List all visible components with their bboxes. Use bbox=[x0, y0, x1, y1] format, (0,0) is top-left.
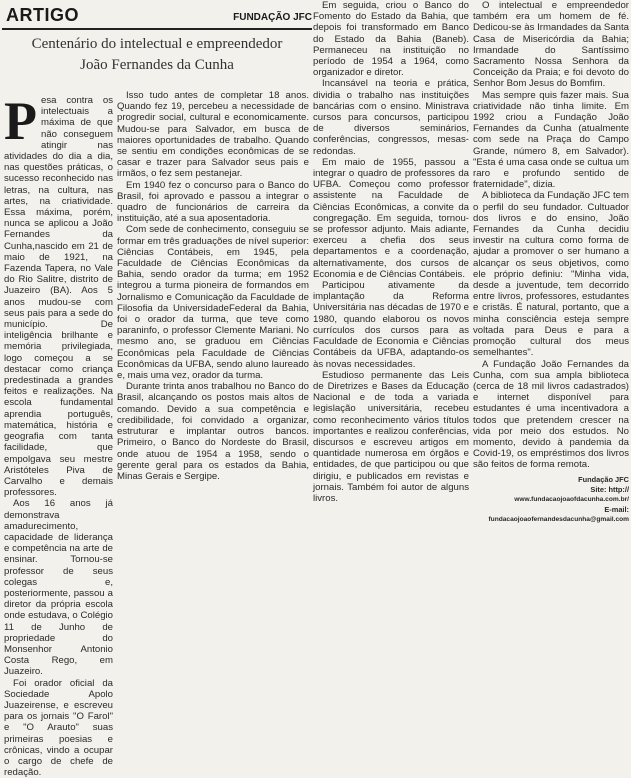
article-title bbox=[2, 34, 312, 76]
paragraph: Em seguida, criou o Banco do Fomento do Estado da Bahia, que depois foi transformado em Banco do Estado da Bahia (Baneb). Permaneceu na instituição no período de 1954 a 1964, como organizador e diretor. bbox=[313, 0, 469, 79]
source-label: FUNDAÇÃO JFC bbox=[233, 12, 312, 23]
paragraph: Mas sempre quis fazer mais. Sua criatividade não tinha limite. Em 1992 criou a Fundação João Fernandes da Cunha (atualmente com sede na Praça do Campo Grande, número 8, em Salvador). "Esta é uma casa onde se cultua um raro e profundo sentido de fraternidade", dizia. bbox=[473, 89, 629, 191]
column-3 bbox=[313, 0, 469, 644]
section-header bbox=[2, 4, 312, 30]
paragraph: Durante trinta anos trabalhou no Banco do Brasil, alcançando os postos mais altos de comando. Devido a sua competência e credibilidade, foi convidado a organizar, estruturar e implantar outros bancos. Primeiro, o Banco do Nordeste do Brasil, onde atuou de 1954 a 1958, sendo o gerente geral para os estados da Bahia, Minas Gerais e Sergipe. bbox=[117, 381, 309, 482]
paragraph: Foi orador oficial da Sociedade Apolo Juazeirense, e escreveu para os jornais "O Farol" e "O Arauto" suas primeiras poesias e crônicas, vindo a ocupar o cargo de chefe de redação. bbox=[4, 677, 113, 778]
paragraph: Incansável na teoria e prática, dividia o trabalho nas instituições bancárias com o ensino. Ministrava cursos para concursos, participou de diversos seminários, conferências, congressos, mesas-redondas. bbox=[313, 78, 469, 157]
paragraph: Estudioso permanente das Leis de Diretrizes e Bases da Educação Nacional e de toda a variada legislação universitária, recebeu como reconhecimento vários títulos importantes e realizou conferências, discursos e escreveu artigos em quantidade numerosa em órgãos e entidades, de que participou ou que dirigiu, e publicados em revistas e jornais. Também foi autor de alguns livros. bbox=[313, 369, 469, 504]
credit-email-link[interactable]: fundacaojoaofernandesdacunha@gmail.com bbox=[488, 515, 629, 523]
column-2 bbox=[117, 90, 309, 644]
paragraph bbox=[4, 91, 113, 499]
credit-org: Fundação JFC bbox=[578, 474, 629, 484]
paragraph-text: esa contra os intelectuais a máxima de que não conseguem atingir nas atividades do dia a dia, nas questões práticas, o sucesso reconhecido nas letras, na cultura, nas artes, na criatividade. Essa máxima, porém, nunca se aplicou a João Fernandes da Cunha,nascido em 21 de maio de 1921, na Fazenda Tapera, no Vale do Rio Salitre, distrito de Juazeiro (BA). Aos 5 anos mudou-se com seus pais para a sede do município. De inteligência brilhante e memória privilegiada, logo começou a se destacar como criança predestinada a grandes feitos e realizações. Na escola fundamental aprendia português, matemática, história e geografia com tanta facilidade, que empolgava seu mestre Aristóteles Piva de Carvalho e demais professores. bbox=[4, 95, 113, 499]
paragraph: Participou ativamente da implantação da Reforma Universitária nas décadas de 1970 e 1980, quando elaborou os novos currículos dos cursos para as Faculdade de Economia e Ciências Contábeis da UFBA, adaptando-os às novas necessidades. bbox=[313, 280, 469, 370]
paragraph: Em 1940 fez o concurso para o Banco do Brasil, foi aprovado e passou a integrar o quadro de funcionários de carreira da instituição, até a sua aposentadoria. bbox=[117, 179, 309, 225]
paragraph: A biblioteca da Fundação JFC tem o perfil do seu fundador. Cultuador dos livros e do ensino, João Fernandes da Cunha decidiu investir na cultura como forma de ajudar a promover o ser humano a alcançar os seus objetivos, como ele próprio definiu: "Minha vida, desde a juventude, tem decorrido entre livros, professores, estudantes e cristãs. É natural, portanto, que a minha consciência esteja sempre voltada para Deus e para a promoção cultural dos meus semelhantes". bbox=[473, 190, 629, 359]
column-4 bbox=[473, 0, 629, 644]
paragraph: Com sede de conhecimento, conseguiu se formar em três graduações de nível superior: Ciências Contábeis, em 1945, pela Faculdade de Ciências Econômicas da Bahia, sendo orador da turma; em 1952 integrou a turma pioneira de formandos em Jornalismo e Comunicação da Faculdade de Filosofia da UniversidadeFederal da Bahia, foi o orador da turma, que teve como paraninfo, o professor Clemente Mariani. No mesmo ano, se graduou em Ciências Econômicas pela Faculdade de Ciências Econômicas da UFBA, sendo aluno laureado e, mais uma vez, orador da turma. bbox=[117, 224, 309, 382]
section-label: ARTIGO bbox=[6, 5, 79, 25]
paragraph: A Fundação João Fernandes da Cunha, com sua ampla biblioteca (cerca de 18 mil livros cadastrados) e internet disponível para estudantes é uma incentivadora a todos que pretendem crescer na vida por meio dos estudos. No momento, devido à pandemia da Covid-19, os empréstimos dos livros são feitos de forma remota. bbox=[473, 358, 629, 471]
column-1 bbox=[4, 91, 113, 778]
credit-email-label: E-mail: bbox=[604, 504, 629, 514]
title-line-1: Centenário do intelectual e empreendedor bbox=[31, 36, 283, 52]
credit-site-label: Site: http:// bbox=[590, 484, 629, 494]
credit-site-link[interactable]: www.fundacaojoaofdacunha.com.br/ bbox=[514, 495, 629, 503]
paragraph: Aos 16 anos já demonstrava amadurecimento, capacidade de liderança e competência na arte de ensinar. Tornou-se professor de seus colegas e, posteriormente, passou a diretor da própria escola onde estudava, o Colégio 11 de Junho de propriedade do Monsenhor Antonio Costa Rego, em Juazeiro. bbox=[4, 498, 113, 678]
paragraph: O intelectual e empreendedor também era um homem de fé. Dedicou-se às Irmandades da Santa Casa de Misericórdia da Bahia; Irmandade do Santíssimo Sacramento Nossa Senhora da Conceição da Praia; e foi devoto do Senhor Bom Jesus do Bomfim. bbox=[473, 0, 629, 90]
paragraph: Isso tudo antes de completar 18 anos. Quando fez 19, percebeu a necessidade de progredir social, cultural e economicamente. Mudou-se para Salvador, em busca de maiores oportunidades de trabalho. Quando se sentiu em condições econômicas de se casar e trazer para Salvador seus pais e irmãos, o fez sem pestanejar. bbox=[117, 90, 309, 180]
drop-cap: P bbox=[4, 91, 37, 151]
paragraph: Em maio de 1955, passou a integrar o quadro de professores da UFBA. Começou como professor assistente na Faculdade de Ciências Econômicas, a convite da congregação. Em seguida, tornou-se professor adjunto. Mais adiante, exerceu a chefia dos seus departamentos e a coordenação, alternativamente, dos cursos de Economia e de Ciências Contábeis. bbox=[313, 156, 469, 280]
title-line-2: João Fernandes da Cunha bbox=[80, 57, 234, 73]
author-credit bbox=[473, 475, 629, 525]
